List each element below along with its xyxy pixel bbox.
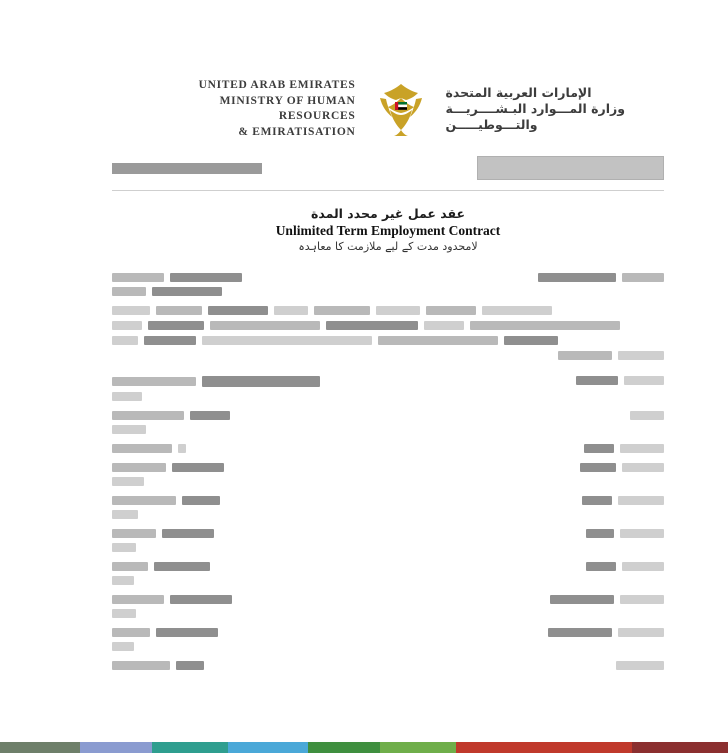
field-row-1-left bbox=[112, 376, 320, 401]
field-row-4-label-line bbox=[112, 463, 224, 472]
contract-number-row bbox=[112, 273, 664, 296]
stripe-seg-1 bbox=[0, 742, 80, 753]
field-row-8-right-label-mask bbox=[620, 595, 664, 604]
field-row-2 bbox=[112, 411, 664, 434]
field-row-9-label-line bbox=[112, 628, 218, 637]
field-row-5-right-label-mask bbox=[618, 496, 664, 505]
field-row-6-left bbox=[112, 529, 214, 552]
field-row-9-value-mask bbox=[156, 628, 218, 637]
field-row-6-sub-mask bbox=[112, 543, 136, 552]
p1-seg-6 bbox=[376, 306, 420, 315]
p2-seg-4 bbox=[326, 321, 418, 330]
field-row-4-sub-line bbox=[112, 477, 224, 486]
field-row-7-right-label-mask bbox=[622, 562, 664, 571]
field-row-9-sub-line bbox=[112, 642, 218, 651]
field-row-10-label-mask bbox=[112, 661, 170, 670]
p1-seg-2 bbox=[156, 306, 202, 315]
p3-seg-5 bbox=[504, 336, 558, 345]
field-row-6-label-line bbox=[112, 529, 214, 538]
header-en-line-1: UNITED ARAB EMIRATES bbox=[198, 79, 356, 91]
redacted-barcode-right bbox=[477, 156, 664, 180]
field-row-6-right-line bbox=[586, 529, 664, 538]
contract-number-right bbox=[538, 273, 664, 282]
field-row-5-sub-line bbox=[112, 510, 220, 519]
field-row-3-colon-mask bbox=[178, 444, 186, 453]
field-row-4 bbox=[112, 463, 664, 486]
field-row-5 bbox=[112, 496, 664, 519]
p3-seg-3 bbox=[202, 336, 372, 345]
field-row-2-label-mask bbox=[112, 411, 184, 420]
field-row-10-right-line bbox=[616, 661, 664, 670]
field-row-2-left bbox=[112, 411, 230, 434]
field-row-6-right-label-mask bbox=[620, 529, 664, 538]
stripe-seg-8 bbox=[532, 742, 632, 753]
field-row-3-label-line bbox=[112, 444, 186, 453]
contract-no-value-ar-mask bbox=[538, 273, 616, 282]
field-row-1-right bbox=[576, 376, 664, 385]
header-ar-line-1: الإمارات العربية المتحدة bbox=[445, 85, 592, 100]
p1-seg-8 bbox=[482, 306, 552, 315]
field-row-8-right bbox=[550, 595, 664, 604]
stripe-seg-5 bbox=[308, 742, 380, 753]
field-row-7-right-line bbox=[586, 562, 664, 571]
field-row-8-sub-line bbox=[112, 609, 232, 618]
header-arabic-text bbox=[446, 85, 631, 133]
p3-seg-4 bbox=[378, 336, 498, 345]
contract-paragraph bbox=[112, 306, 664, 366]
field-row-6-label-mask bbox=[112, 529, 156, 538]
header-ar-line-3: والتـــوطيـــــن bbox=[445, 117, 538, 132]
field-row-1 bbox=[112, 376, 664, 401]
header-ar-line-2: وزارة المـــوارد البـشــــريـــة bbox=[445, 101, 625, 116]
field-row-2-sub-line bbox=[112, 425, 230, 434]
p2-seg-3 bbox=[210, 321, 320, 330]
field-row-3-right-value-mask bbox=[584, 444, 614, 453]
p2-seg-5 bbox=[424, 321, 464, 330]
stripe-seg-2 bbox=[80, 742, 152, 753]
field-row-4-right-line bbox=[580, 463, 664, 472]
title-arabic: عقد عمل غير محدد المدة bbox=[311, 206, 465, 221]
paragraph-trailer-row bbox=[112, 351, 664, 366]
contract-number-left bbox=[112, 273, 242, 296]
stripe-seg-6 bbox=[380, 742, 456, 753]
field-row-7-sub-mask bbox=[112, 576, 134, 585]
field-row-10-value-mask bbox=[176, 661, 204, 670]
contract-no-line bbox=[112, 273, 242, 282]
field-row-3-label-mask bbox=[112, 444, 172, 453]
header-english-text bbox=[146, 78, 356, 140]
contract-no-label-mask bbox=[112, 273, 164, 282]
stripe-seg-3 bbox=[152, 742, 228, 753]
field-row-4-right-label-mask bbox=[622, 463, 664, 472]
p1-seg-5 bbox=[314, 306, 370, 315]
field-row-8-right-line bbox=[550, 595, 664, 604]
field-row-10 bbox=[112, 661, 664, 670]
transaction-no-value-mask bbox=[152, 287, 222, 296]
field-row-3-right-label-mask bbox=[620, 444, 664, 453]
field-row-1-sub-mask bbox=[112, 392, 142, 401]
field-row-6-value-mask bbox=[162, 529, 214, 538]
document-titles bbox=[96, 205, 680, 255]
field-row-8-label-mask bbox=[112, 595, 164, 604]
field-row-7-label-mask bbox=[112, 562, 148, 571]
p3-seg-2 bbox=[144, 336, 196, 345]
header-en-line-2: MINISTRY OF HUMAN RESOURCES bbox=[219, 94, 356, 122]
field-row-7-label-line bbox=[112, 562, 210, 571]
field-row-5-left bbox=[112, 496, 220, 519]
p1-seg-1 bbox=[112, 306, 150, 315]
title-urdu: لامحدود مدت کے لیے ملازمت کا معاہدہ bbox=[298, 240, 478, 253]
p1-seg-4 bbox=[274, 306, 308, 315]
field-row-6-right-value-mask bbox=[586, 529, 614, 538]
field-row-9-label-mask bbox=[112, 628, 150, 637]
field-row-7-right bbox=[586, 562, 664, 571]
field-row-8-sub-mask bbox=[112, 609, 136, 618]
request-date-line bbox=[558, 351, 664, 360]
stripe-seg-4 bbox=[228, 742, 308, 753]
transaction-no-line bbox=[112, 287, 242, 296]
p1-seg-7 bbox=[426, 306, 476, 315]
header-divider bbox=[112, 190, 664, 191]
contract-no-ar-line bbox=[538, 273, 664, 282]
field-row-2-label-line bbox=[112, 411, 230, 420]
field-row-5-label-line bbox=[112, 496, 220, 505]
document-page bbox=[96, 0, 680, 745]
field-row-8-left bbox=[112, 595, 232, 618]
field-row-5-right bbox=[582, 496, 664, 505]
document-header bbox=[96, 0, 680, 140]
field-row-1-right-label-mask bbox=[624, 376, 664, 385]
title-english: Unlimited Term Employment Contract bbox=[275, 223, 501, 238]
field-row-4-left bbox=[112, 463, 224, 486]
field-row-3-right-line bbox=[584, 444, 664, 453]
field-row-10-label-line bbox=[112, 661, 204, 670]
field-row-4-right-value-mask bbox=[580, 463, 616, 472]
field-row-5-right-value-mask bbox=[582, 496, 612, 505]
field-row-10-right-label-mask bbox=[616, 661, 664, 670]
p3-seg-1 bbox=[112, 336, 138, 345]
field-row-9-left bbox=[112, 628, 218, 651]
field-row-4-sub-mask bbox=[112, 477, 144, 486]
field-row-1-value-mask bbox=[202, 376, 320, 387]
field-row-3-left bbox=[112, 444, 186, 453]
field-row-7-right-value-mask bbox=[586, 562, 616, 571]
field-row-7 bbox=[112, 562, 664, 585]
field-row-9-sub-mask bbox=[112, 642, 134, 651]
paragraph-line-2 bbox=[112, 321, 664, 330]
field-row-10-left bbox=[112, 661, 204, 670]
field-row-2-right-label-mask bbox=[630, 411, 664, 420]
field-row-6-right bbox=[586, 529, 664, 538]
redacted-reference-left bbox=[112, 163, 262, 174]
field-row-1-right-line bbox=[576, 376, 664, 385]
field-row-8-label-line bbox=[112, 595, 232, 604]
header-en-line-3: & EMIRATISATION bbox=[238, 125, 356, 138]
field-row-9-right-value-mask bbox=[548, 628, 612, 637]
field-row-8-right-value-mask bbox=[550, 595, 614, 604]
p2-seg-6 bbox=[470, 321, 620, 330]
field-row-1-sub-line bbox=[112, 392, 320, 401]
field-row-9-right-label-mask bbox=[618, 628, 664, 637]
field-row-7-value-mask bbox=[154, 562, 210, 571]
field-row-1-label-line bbox=[112, 376, 320, 387]
field-row-7-sub-line bbox=[112, 576, 210, 585]
field-row-2-right-line bbox=[630, 411, 664, 420]
p2-seg-2 bbox=[148, 321, 204, 330]
transaction-no-label-mask bbox=[112, 287, 146, 296]
field-row-2-value-mask bbox=[190, 411, 230, 420]
field-row-8-value-mask bbox=[170, 595, 232, 604]
contract-no-value-mask bbox=[170, 273, 242, 282]
paragraph-line-1 bbox=[112, 306, 664, 315]
field-row-1-label-mask bbox=[112, 377, 196, 386]
field-row-5-label-mask bbox=[112, 496, 176, 505]
contract-no-label-ar-mask bbox=[622, 273, 664, 282]
field-row-10-right bbox=[616, 661, 664, 670]
p2-seg-1 bbox=[112, 321, 142, 330]
field-row-3 bbox=[112, 444, 664, 453]
p1-seg-3 bbox=[208, 306, 268, 315]
field-row-9-right bbox=[548, 628, 664, 637]
field-row-5-right-line bbox=[582, 496, 664, 505]
field-row-4-value-mask bbox=[172, 463, 224, 472]
stripe-seg-7 bbox=[456, 742, 532, 753]
document-body bbox=[96, 255, 680, 670]
field-row-2-right bbox=[630, 411, 664, 420]
footer-color-stripe bbox=[0, 742, 728, 753]
field-row-5-value-mask bbox=[182, 496, 220, 505]
uae-falcon-emblem-icon bbox=[370, 78, 432, 140]
field-row-3-right bbox=[584, 444, 664, 453]
request-date-value-mask bbox=[558, 351, 612, 360]
field-row-9 bbox=[112, 628, 664, 651]
field-row-2-sub-mask bbox=[112, 425, 146, 434]
field-row-5-sub-mask bbox=[112, 510, 138, 519]
masked-header-row bbox=[96, 140, 680, 180]
field-row-1-right-value-mask bbox=[576, 376, 618, 385]
paragraph-trailer-right bbox=[558, 351, 664, 366]
request-date-label-mask bbox=[618, 351, 664, 360]
field-row-6-sub-line bbox=[112, 543, 214, 552]
field-row-4-right bbox=[580, 463, 664, 472]
stripe-seg-9 bbox=[632, 742, 728, 753]
field-row-4-label-mask bbox=[112, 463, 166, 472]
field-row-6 bbox=[112, 529, 664, 552]
field-row-7-left bbox=[112, 562, 210, 585]
field-row-8 bbox=[112, 595, 664, 618]
field-row-9-right-line bbox=[548, 628, 664, 637]
paragraph-line-3 bbox=[112, 336, 664, 345]
